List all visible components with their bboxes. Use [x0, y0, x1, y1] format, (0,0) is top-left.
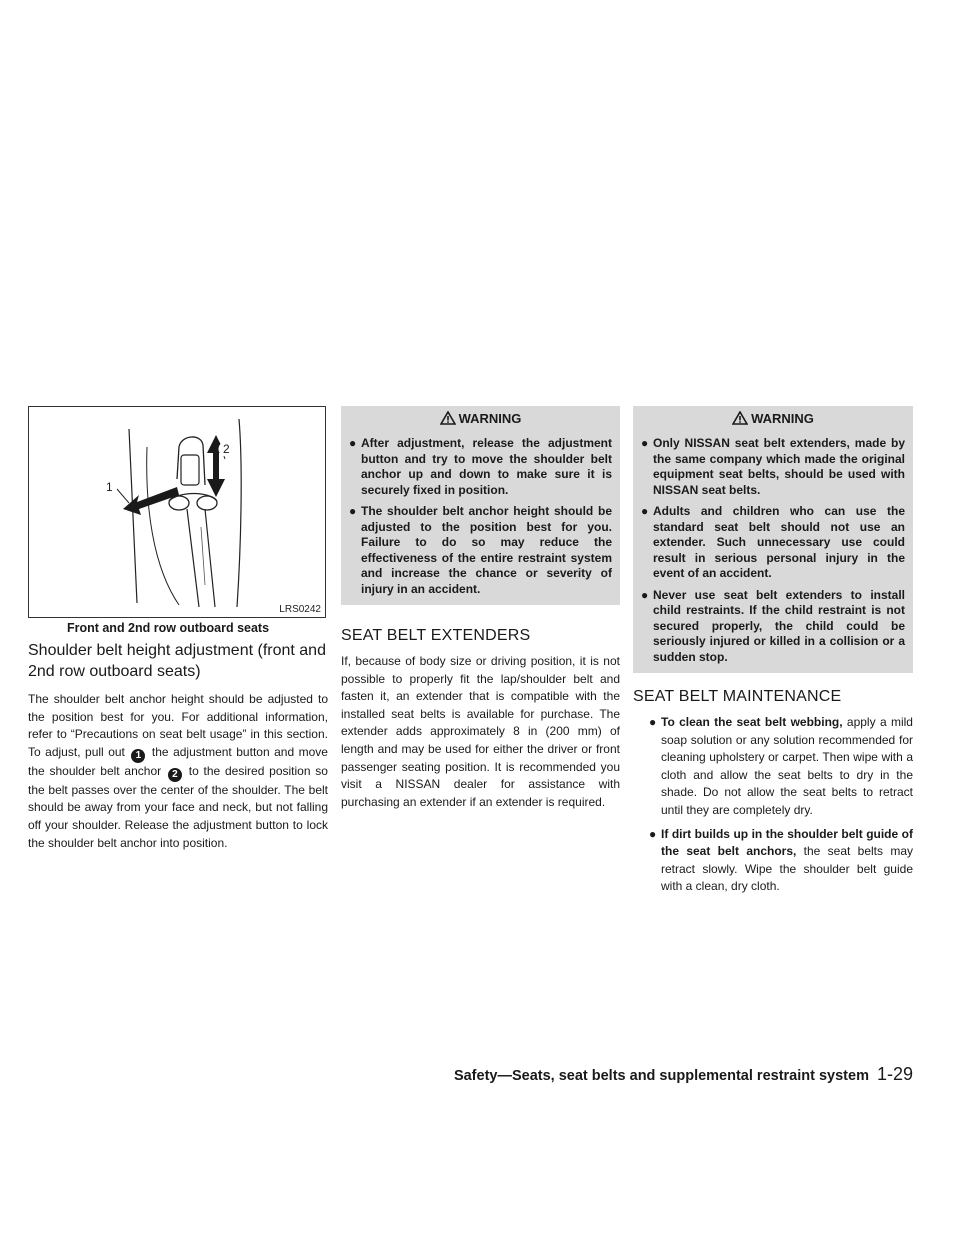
warning-item — [641, 436, 905, 498]
maintenance-item-lead: To clean the seat belt webbing, — [661, 715, 843, 729]
callout-2-label: 2 — [223, 442, 230, 456]
warning-triangle-icon — [732, 411, 748, 425]
bullet-icon: ● — [649, 826, 657, 841]
left-column — [28, 406, 328, 852]
bullet-icon: ● — [641, 504, 649, 518]
shoulder-anchor-illustration — [29, 407, 325, 617]
warning-title: WARNING — [751, 410, 814, 426]
callout-1-label: 1 — [106, 480, 113, 494]
middle-column — [341, 406, 620, 811]
warning-item-text: Never use seat belt extenders to install child restraints. If the child restraint is not secured properly, the child could be seriously injured or killed in a collision or a sudden stop. — [653, 587, 905, 664]
bullet-icon: ● — [349, 504, 357, 518]
page-footer — [454, 1064, 913, 1085]
figure-id: LRS0242 — [279, 604, 321, 615]
maintenance-item-text — [661, 714, 913, 820]
bullet-icon: ● — [641, 587, 649, 602]
maintenance-item — [649, 826, 913, 896]
warning-box-adjustment — [341, 406, 620, 605]
bullet-icon: ● — [641, 436, 649, 450]
marker-2-icon: 2 — [168, 768, 182, 782]
warning-item-text: Only NISSAN seat belt extenders, made by the same company which made the original equipment seat belts, should be used with NISSAN seat belts. — [653, 436, 905, 497]
warning-item — [641, 504, 905, 582]
footer-section-title: Safety—Seats, seat belts and supplemental restraint system — [453, 1068, 869, 1084]
page-number: 1-29 — [876, 1064, 913, 1084]
extenders-heading: SEAT BELT EXTENDERS — [341, 627, 531, 644]
warning-item-text: Adults and children who can use the standard seat belt should not use an extender. Such unnecessary use could result in serious personal injury in the event of an accident. — [653, 504, 905, 580]
marker-1-icon: 1 — [131, 749, 145, 763]
maintenance-item — [649, 714, 913, 820]
bullet-icon: ● — [349, 436, 357, 450]
maintenance-item-rest: the seat belts may retract slowly. Wipe the shoulder belt guide with a clean, dry cloth. — [661, 844, 914, 894]
warning-item — [349, 436, 612, 498]
figure-caption: Front and 2nd row outboard seats — [66, 621, 270, 635]
maintenance-item-lead: If dirt builds up in the shoulder belt guide of the seat belt anchors, — [661, 826, 913, 859]
warning-item — [349, 504, 612, 597]
warning-title: WARNING — [458, 410, 522, 426]
warning-header — [641, 406, 905, 430]
warning-triangle-icon — [440, 411, 456, 425]
warning-header — [349, 406, 612, 430]
warning-item — [641, 588, 905, 666]
paragraph-part-a: The shoulder belt anchor height should be adjusted to the position best for you. For additional information, refer to “Precautions on seat belt usage” in this section. To adjust, pull out — [28, 692, 328, 759]
maintenance-heading: SEAT BELT MAINTENANCE — [633, 688, 842, 705]
seat-belt-figure — [28, 406, 326, 618]
paragraph-part-b: the adjustment button and move the shoulder belt anchor — [28, 744, 328, 778]
paragraph-part-c: to the desired position so the belt passes over the center of the shoulder. The belt should be away from your face and neck, but not falling off your shoulder. Release the adjustment button to lock the shoulder belt anchor into position. — [28, 763, 328, 850]
shoulder-belt-paragraph — [28, 691, 328, 852]
warning-item-text: After adjustment, release the adjustment button and try to move the shoulder belt anchor up and down to make sure it is securely fixed in position. — [361, 436, 612, 497]
warning-box-extenders — [633, 406, 913, 673]
maintenance-item-rest: apply a mild soap solution or any solution recommended for cleaning upholstery or carpet. Then wipe with a cloth and allow the seat belts to dry in the shade. Do not allow the seat belts to retract until they are completely dry. — [661, 715, 913, 817]
warning-item-text: The shoulder belt anchor height should be adjusted to the position best for you. Failure to do so may reduce the effectiveness of the entire restraint system and increase the chance or severity of injury in an accident. — [361, 504, 612, 596]
maintenance-item-text — [661, 826, 913, 896]
extenders-paragraph: If, because of body size or driving position, it is not possible to properly fit the lap/shoulder belt and fasten it, an extender that is compatible with the installed seat belts is available for purchase. The extender adds approximately 8 in (200 mm) of length and may be used for either the driver or front passenger seating position. It is recommended you visit a NISSAN dealer for assistance with purchasing an extender if an extender is required. — [341, 654, 620, 809]
bullet-icon: ● — [649, 715, 657, 729]
right-column — [633, 406, 913, 902]
shoulder-belt-heading: Shoulder belt height adjustment (front and 2nd row outboard seats) — [28, 642, 326, 680]
